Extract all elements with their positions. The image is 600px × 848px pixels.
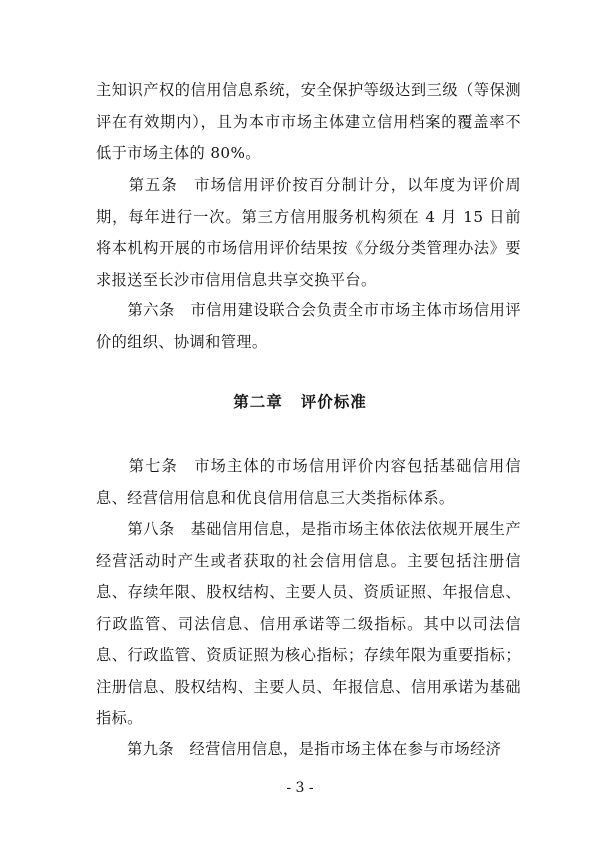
chapter-heading [0, 390, 600, 412]
article-7: 第七条 市场主体的市场信用评价内容包括基础信用信息、经营信用信息和优良信用信息三大类指标体系。 [96, 457, 521, 507]
article-5: 第五条 市场信用评价按百分制计分，以年度为评价周期，每年进行一次。第三方信用服务机构须在 4 月 15 日前将本机构开展的市场信用评价结果按《分级分类管理办法》要求报送至长沙市信用信息共享交换平台。 [96, 176, 521, 289]
article-9: 第九条 经营信用信息，是指市场主体在参与市场经济 [96, 740, 502, 758]
chapter-number: 第二章 [233, 392, 283, 411]
article-6: 第六条 市信用建设联合会负责全市市场主体市场信用评价的组织、协调和管理。 [96, 301, 521, 351]
chapter-title: 评价标准 [300, 392, 367, 411]
paragraph-continuation: 主知识产权的信用信息系统，安全保护等级达到三级（等保测评在有效期内），且为本市市场主体建立信用档案的覆盖率不低于市场主体的 80%。 [96, 81, 521, 162]
article-8: 第八条 基础信用信息，是指市场主体依法依规开展生产经营活动时产生或者获取的社会信用信息。主要包括注册信息、存续年限、股权结构、主要人员、资质证照、年报信息、行政监管、司法信息、信用承诺等二级指标。其中以司法信息、行政监管、资质证照为核心指标；存续年限为重要指标；注册信息、股权结构、主要人员、年报信息、信用承诺为基础指标。 [96, 520, 521, 727]
page-number: - 3 - [286, 780, 314, 796]
